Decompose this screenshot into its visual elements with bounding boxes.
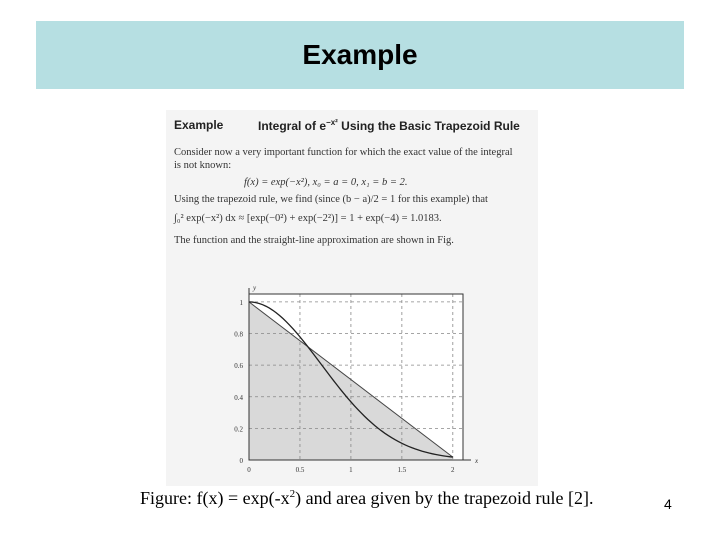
excerpt-line: Consider now a very important function for which the exact value of the integral [174,147,513,158]
y-axis-label: y [253,284,257,292]
page-number: 4 [664,496,672,512]
y-tick-label: 0.8 [234,330,243,339]
excerpt-title [258,118,520,133]
caption-suffix: ) and area given by the trapezoid rule [2]. [295,488,594,508]
x-tick-label: 0.5 [295,466,305,474]
excerpt-line: is not known: [174,160,232,171]
excerpt-equation: f(x) = exp(−x²), x₀ = a = 0, x₁ = b = 2. [244,177,408,188]
slide-title: Example [302,39,418,70]
y-tick-label: 0.2 [234,425,243,434]
y-tick-label: 0.6 [234,362,243,371]
x-tick-label: 0 [247,466,251,474]
title-bar [36,21,684,89]
excerpt-equation: ∫₀² exp(−x²) dx ≈ [exp(−0²) + exp(−2²)] = 1 + exp(−4) = 1.0183. [174,213,442,224]
x-axis-label: x [475,457,479,465]
caption-prefix: Figure: f(x) = exp(-x [140,488,290,508]
excerpt-label: Example [174,118,224,132]
caption-superscript: 2 [289,488,296,500]
y-tick-label: 0.4 [234,393,243,402]
excerpt-title-prefix: Integral of e [258,119,327,133]
trapezoid-chart [226,284,479,484]
y-tick-label: 0 [239,457,243,465]
y-tick-label: 1 [239,298,243,307]
excerpt-line: Using the trapezoid rule, we find (since (b − a)/2 = 1 for this example) that [174,194,488,205]
excerpt-line: The function and the straight-line approximation are shown in Fig. [174,235,454,246]
figure-caption [140,488,600,509]
x-tick-label: 1.5 [397,466,407,474]
x-tick-label: 2 [451,466,455,474]
excerpt-title-suffix: Using the Basic Trapezoid Rule [337,119,520,133]
x-tick-label: 1 [349,466,353,474]
excerpt-title-exponent: −x² [326,118,338,127]
